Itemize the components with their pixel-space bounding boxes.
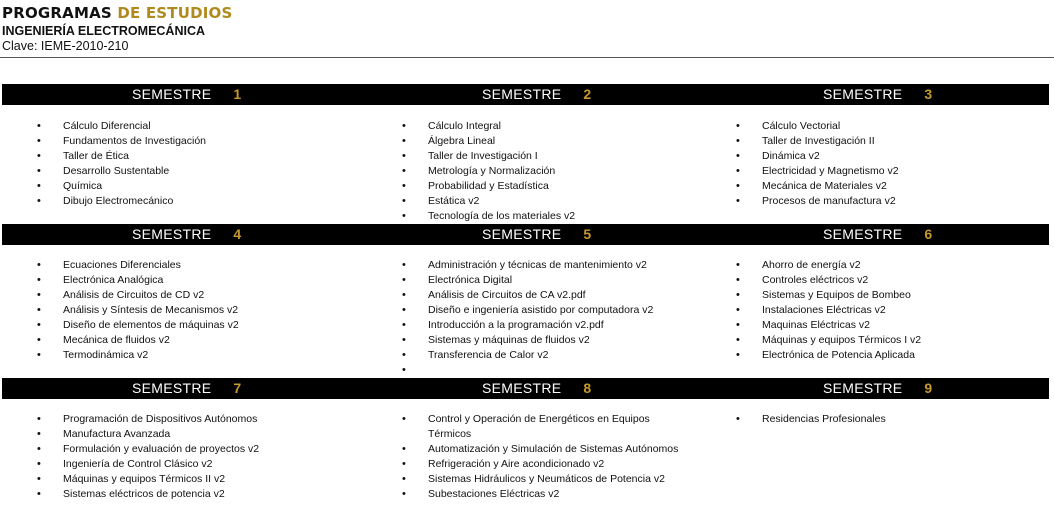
course-item[interactable]: • Química xyxy=(63,179,206,194)
course-item[interactable]: • Metrología y Normalización xyxy=(428,164,575,179)
course-item[interactable]: • Instalaciones Eléctricas v2 xyxy=(762,303,921,318)
semester-2-courses xyxy=(428,119,575,224)
course-item[interactable]: • Máquinas y equipos Térmicos I v2 xyxy=(762,333,921,348)
course-item[interactable]: • Maquinas Eléctricas v2 xyxy=(762,318,921,333)
course-item[interactable]: • Fundamentos de Investigación xyxy=(63,134,206,149)
semester-5-courses xyxy=(428,258,653,378)
title-part-1: PROGRAMAS xyxy=(2,4,118,22)
course-item[interactable]: • Manufactura Avanzada xyxy=(63,427,259,442)
course-item[interactable]: • Taller de Ética xyxy=(63,149,206,164)
semester-7-courses xyxy=(63,412,259,502)
page-title xyxy=(2,4,233,22)
semester-1-courses xyxy=(63,119,206,209)
semester-2-header: SEMESTRE 2 xyxy=(482,86,592,102)
semester-8-courses xyxy=(428,412,678,502)
course-item[interactable]: • Controles eléctricos v2 xyxy=(762,273,921,288)
header-divider xyxy=(0,57,1054,58)
course-item[interactable]: • Desarrollo Sustentable xyxy=(63,164,206,179)
program-name: INGENIERÍA ELECTROMECÁNICA xyxy=(2,24,206,38)
course-item[interactable]: • Programación de Dispositivos Autónomos xyxy=(63,412,259,427)
semester-7-header: SEMESTRE 7 xyxy=(132,380,242,396)
semester-band-row-2 xyxy=(2,224,1049,245)
semester-3-courses xyxy=(762,119,899,209)
course-item[interactable]: • Probabilidad y Estadística xyxy=(428,179,575,194)
course-item[interactable]: • Ingeniería de Control Clásico v2 xyxy=(63,457,259,472)
program-code: Clave: IEME-2010-210 xyxy=(2,39,129,53)
course-item[interactable]: • Procesos de manufactura v2 xyxy=(762,194,899,209)
course-item[interactable]: • Sistemas eléctricos de potencia v2 xyxy=(63,487,259,502)
course-item[interactable]: • Diseño de elementos de máquinas v2 xyxy=(63,318,239,333)
semester-band-row-3 xyxy=(2,378,1049,399)
semester-4-header: SEMESTRE 4 xyxy=(132,226,242,242)
course-item[interactable]: • Análisis de Circuitos de CD v2 xyxy=(63,288,239,303)
course-item[interactable]: • Transferencia de Calor v2 xyxy=(428,348,653,363)
course-item[interactable]: • Sistemas Hidráulicos y Neumáticos de Potencia v2 xyxy=(428,472,678,487)
course-item[interactable]: • Análisis de Circuitos de CA v2.pdf xyxy=(428,288,653,303)
course-item[interactable]: • Refrigeración y Aire acondicionado v2 xyxy=(428,457,678,472)
course-item[interactable]: • Tecnología de los materiales v2 xyxy=(428,209,575,224)
course-item[interactable]: • Diseño e ingeniería asistido por computadora v2 xyxy=(428,303,653,318)
semester-band-row-1 xyxy=(2,84,1049,105)
course-item[interactable]: • Automatización y Simulación de Sistemas Autónomos xyxy=(428,442,678,457)
course-item[interactable]: • Ahorro de energía v2 xyxy=(762,258,921,273)
course-item[interactable]: • Dibujo Electromecánico xyxy=(63,194,206,209)
course-item[interactable]: • Formulación y evaluación de proyectos v2 xyxy=(63,442,259,457)
course-item[interactable]: • Mecánica de Materiales v2 xyxy=(762,179,899,194)
course-item[interactable]: • Electricidad y Magnetismo v2 xyxy=(762,164,899,179)
semester-6-header: SEMESTRE 6 xyxy=(823,226,933,242)
course-item-empty xyxy=(428,363,653,378)
course-item[interactable]: • Cálculo Vectorial xyxy=(762,119,899,134)
semester-1-header: SEMESTRE 1 xyxy=(132,86,242,102)
title-part-2: DE ESTUDIOS xyxy=(117,4,233,22)
course-item[interactable]: • Electrónica Analógica xyxy=(63,273,239,288)
course-item[interactable]: • Cálculo Integral xyxy=(428,119,575,134)
course-item[interactable]: • Cálculo Diferencial xyxy=(63,119,206,134)
course-item[interactable]: • Sistemas y máquinas de fluidos v2 xyxy=(428,333,653,348)
course-item[interactable]: • Administración y técnicas de mantenimiento v2 xyxy=(428,258,653,273)
semester-4-courses xyxy=(63,258,239,363)
course-item[interactable]: • Electrónica de Potencia Aplicada xyxy=(762,348,921,363)
semester-8-header: SEMESTRE 8 xyxy=(482,380,592,396)
course-item[interactable]: • Máquinas y equipos Térmicos II v2 xyxy=(63,472,259,487)
course-item[interactable]: • Termodinámica v2 xyxy=(63,348,239,363)
course-item[interactable]: • Sistemas y Equipos de Bombeo xyxy=(762,288,921,303)
course-item[interactable]: • Introducción a la programación v2.pdf xyxy=(428,318,653,333)
course-item[interactable]: • Taller de Investigación I xyxy=(428,149,575,164)
semester-3-header: SEMESTRE 3 xyxy=(823,86,933,102)
page-header xyxy=(2,4,233,54)
course-item[interactable]: • Taller de Investigación II xyxy=(762,134,899,149)
course-item[interactable]: • Álgebra Lineal xyxy=(428,134,575,149)
course-item[interactable]: • Dinámica v2 xyxy=(762,149,899,164)
course-item[interactable]: • Electrónica Digital xyxy=(428,273,653,288)
course-item[interactable]: • Mecánica de fluidos v2 xyxy=(63,333,239,348)
course-item[interactable]: • Ecuaciones Diferenciales xyxy=(63,258,239,273)
course-item[interactable]: • Subestaciones Eléctricas v2 xyxy=(428,487,678,502)
semester-9-courses xyxy=(762,412,886,427)
semester-5-header: SEMESTRE 5 xyxy=(482,226,592,242)
course-item[interactable]: • Control y Operación de Energéticos en Equipos Térmicos xyxy=(428,412,673,442)
semester-9-header: SEMESTRE 9 xyxy=(823,380,933,396)
course-item[interactable]: • Estática v2 xyxy=(428,194,575,209)
course-item[interactable]: • Residencias Profesionales xyxy=(762,412,886,427)
semester-6-courses xyxy=(762,258,921,363)
course-item[interactable]: • Análisis y Síntesis de Mecanismos v2 xyxy=(63,303,239,318)
